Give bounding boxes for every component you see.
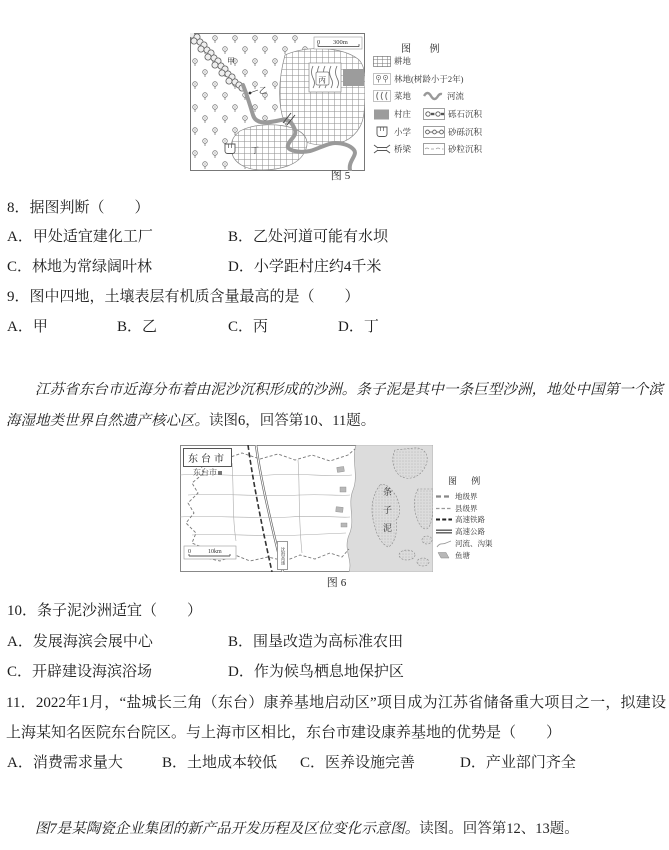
legend-label: 村庄 [394,109,412,119]
sand-deposit-icon [423,143,445,155]
village-icon [373,109,391,120]
question-11-option-b: B．土地成本较低 [162,755,278,771]
figure6-legend [436,474,502,566]
question-9-option-d: D．丁 [338,319,379,335]
figure6-city-label: 东台市 [193,467,222,478]
figure6-title-box: 东台市 [183,448,232,467]
legend-item-expressway [436,526,485,537]
legend-item-village [373,108,411,120]
question-9-stem: 9．图中四地，土壤表层有机质含量最高的是（ ） [7,289,360,305]
legend-item-cropland [373,55,411,67]
question-10-stem: 10．条子泥沙洲适宜（ ） [7,603,203,619]
legend-label: 河流 [447,91,465,101]
school-icon [225,144,235,154]
expressway-label: 沈海高速 [277,541,288,570]
intro-song-text: 读图6，回答第10、11题。 [209,413,376,429]
expressway-icon [436,527,452,536]
svg-text:300m: 300m [333,39,348,46]
svg-text:10km: 10km [208,549,222,555]
figure6-scalebar [184,546,236,559]
legend-item-school [373,126,411,138]
legend-label: 河流、沟渠 [455,539,493,548]
river-icon [423,91,444,101]
bridge-icon [373,144,391,154]
legend-label: 小学 [394,127,412,137]
legend-item-river [423,90,464,102]
prefecture-boundary-icon [436,492,452,501]
vegetable-icon [373,90,391,102]
legend-item-high-speed-rail [436,514,485,525]
question-9-option-a: A．甲 [7,319,48,335]
legend-label: 砂粒沉积 [448,144,483,154]
legend-label: 菜地 [394,91,412,101]
sandbank-label: 条子泥 [382,487,392,541]
closing-paragraph [6,814,666,845]
figure5-scalebar [314,37,362,49]
label-ding: 丁 [251,146,259,155]
point-yi-marker [249,92,252,95]
cropland-icon [373,56,391,67]
school-icon [373,126,391,138]
question-9-option-b: B．乙 [117,319,158,335]
question-9-option-c: C．丙 [228,319,269,335]
label-yi: 乙 [259,86,267,95]
question-10-option-a: A．发展海滨会展中心 [7,634,153,650]
svg-text:0: 0 [317,39,321,46]
intro-kai-text: 江苏省东台市近海分布着由泥沙沉积形成的沙洲。条子泥是其中一条巨型沙洲，地处中国第一个滨海湿地类世界自然遗产核心区。 [6,382,663,429]
closing-song-text: 读图。回答第12、13题。 [419,821,579,837]
question-8-option-d: D．小学距村庄约4千米 [228,259,382,275]
legend-item-sand [423,143,482,155]
question-11-option-a: A．消费需求量大 [7,755,123,771]
figure5-map [190,33,365,171]
question-11-option-c: C．医养设施完善 [300,755,416,771]
legend-label: 鱼塘 [455,551,470,560]
legend-item-sand-gravel [423,126,482,138]
legend-item-gravel [423,108,482,120]
svg-text:0: 0 [188,549,191,555]
question-8-option-c: C．林地为常绿阔叶林 [7,259,153,275]
legend-label: 县级界 [455,504,478,513]
legend-label: 耕地 [394,56,412,66]
figure6-legend-title: 图 例 [448,476,487,486]
question-8-stem: 8．据图判断（ ） [7,200,150,216]
closing-kai-text: 图7是某陶瓷企业集团的新产品开发历程及区位变化示意图。 [35,821,420,837]
question-11-option-d: D．产业部门齐全 [460,755,576,771]
legend-label: 高速铁路 [455,515,485,524]
legend-label: 林地(树龄小于2年) [394,74,464,84]
village-area [343,69,364,86]
question-11-stem: 11．2022年1月，“盐城长三角（东台）康养基地启动区”项目成为江苏省储备重大项目之一，拟建设上海某知名医院东台院区。与上海市区相比，东台市建设康养基地的优势是（ ） [6,695,666,741]
label-jia: 甲 [227,57,235,66]
legend-item-river-channel [436,538,493,549]
legend-label: 砾石沉积 [448,109,483,119]
question-10-option-d: D．作为候鸟栖息地保护区 [228,664,404,680]
forest-icon [373,73,391,85]
question-10-option-c: C．开辟建设海滨浴场 [7,664,153,680]
legend-item-bridge [373,143,411,155]
label-bing: 丙 [318,75,326,85]
legend-item-fish-pond [436,550,470,561]
legend-item-county-boundary [436,503,478,514]
sand-gravel-deposit-icon [423,126,445,138]
intro-paragraph [6,375,663,437]
fish-pond-icon [436,551,452,560]
figure5-legend [371,40,499,160]
county-boundary-icon [436,504,452,513]
legend-label: 砂砾沉积 [448,127,483,137]
high-speed-rail-icon [436,515,452,524]
figure5-caption: 图5 [330,170,354,182]
figure6-caption: 图6 [326,577,350,589]
legend-item-forest [373,73,463,85]
legend-label: 高速公路 [455,527,485,536]
figure5-legend-title: 图 例 [401,44,448,55]
question-8-option-a: A．甲处适宜建化工厂 [7,229,153,245]
river-channel-icon [436,539,452,548]
legend-item-prefecture-boundary [436,491,478,502]
legend-label: 地级界 [455,492,478,501]
question-8-option-b: B．乙处河道可能有水坝 [228,229,389,245]
legend-label: 桥梁 [394,144,412,154]
question-10-option-b: B．围垦改造为高标准农田 [228,634,404,650]
legend-item-vegetable [373,90,411,102]
gravel-deposit-icon [423,108,445,120]
